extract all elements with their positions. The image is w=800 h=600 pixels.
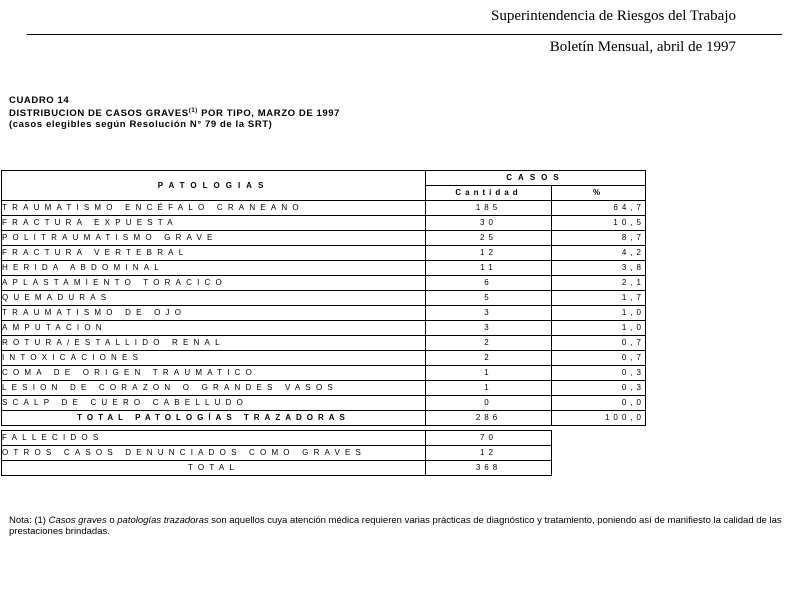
caption-line-2 [9, 106, 340, 119]
row-percent: 10,5 [552, 216, 646, 231]
row-percent: 0,7 [552, 336, 646, 351]
total-quantity: 368 [426, 461, 552, 476]
row-quantity: 12 [426, 246, 552, 261]
row-label: LESION DE CORAZON O GRANDES VASOS [2, 381, 426, 396]
row-quantity: 1 [426, 381, 552, 396]
row-label: QUEMADURAS [2, 291, 426, 306]
row-quantity: 1 [426, 366, 552, 381]
extra-quantity: 12 [426, 446, 552, 461]
footnote-marker: (1) [188, 108, 198, 114]
row-quantity: 2 [426, 351, 552, 366]
col-header-patologias: PATOLOGIAS [2, 171, 426, 201]
table-row [2, 366, 646, 381]
row-quantity: 0 [426, 396, 552, 411]
table-row [2, 201, 646, 216]
header-row-1 [2, 171, 646, 186]
table-row [2, 261, 646, 276]
subtotal-label: TOTAL PATOLOGÍAS TRAZADORAS [2, 411, 426, 426]
table-row [2, 351, 646, 366]
table-row [2, 231, 646, 246]
row-label: FRACTURA VERTEBRAL [2, 246, 426, 261]
row-label: FRACTURA EXPUESTA [2, 216, 426, 231]
row-percent: 1,7 [552, 291, 646, 306]
subtotal-percent: 100,0 [552, 411, 646, 426]
caption-line-2-main: DISTRIBUCION DE CASOS GRAVES [9, 108, 189, 119]
extra-row [2, 431, 646, 446]
row-percent: 4,2 [552, 246, 646, 261]
row-quantity: 11 [426, 261, 552, 276]
extra-label: FALLECIDOS [2, 431, 426, 446]
row-label: AMPUTACION [2, 321, 426, 336]
total-label: TOTAL [2, 461, 426, 476]
table-row [2, 381, 646, 396]
empty-cell [552, 461, 646, 476]
footnote-connector: o [106, 515, 118, 526]
row-percent: 0,3 [552, 381, 646, 396]
row-quantity: 6 [426, 276, 552, 291]
cases-table [1, 170, 646, 476]
row-percent: 0,0 [552, 396, 646, 411]
row-percent: 0,7 [552, 351, 646, 366]
row-label: COMA DE ORIGEN TRAUMATICO [2, 366, 426, 381]
total-row [2, 461, 646, 476]
caption-line-3: (casos elegibles según Resolución N° 79 de la SRT) [9, 119, 273, 130]
row-percent: 1,0 [552, 321, 646, 336]
row-percent: 2,1 [552, 276, 646, 291]
caption-line-1: CUADRO 14 [9, 95, 70, 106]
extra-quantity: 70 [426, 431, 552, 446]
table-row [2, 246, 646, 261]
table-caption [9, 95, 340, 130]
subtotal-quantity: 286 [426, 411, 552, 426]
header-subtitle: Boletín Mensual, abril de 1997 [549, 39, 736, 55]
row-quantity: 5 [426, 291, 552, 306]
row-label: INTOXICACIONES [2, 351, 426, 366]
row-label: POLITRAUMATISMO GRAVE [2, 231, 426, 246]
row-quantity: 185 [426, 201, 552, 216]
table-row [2, 306, 646, 321]
table-row [2, 276, 646, 291]
footnote-term-2: patologías trazadoras [117, 515, 209, 526]
extra-label: OTROS CASOS DENUNCIADOS COMO GRAVES [2, 446, 426, 461]
extra-row [2, 446, 646, 461]
table-row [2, 336, 646, 351]
row-quantity: 3 [426, 306, 552, 321]
row-percent: 0,3 [552, 366, 646, 381]
table-row [2, 216, 646, 231]
footnote [9, 515, 789, 537]
footnote-prefix: Nota: (1) [9, 515, 49, 526]
row-label: APLASTAMIENTO TORACICO [2, 276, 426, 291]
row-label: SCALP DE CUERO CABELLUDO [2, 396, 426, 411]
footnote-term-1: Casos graves [48, 515, 107, 526]
footnote-text: son aquellos cuya atención médica requieren varias prácticas de diagnóstico y tratamiento, poniendo así de manifiesto la calidad de las prestaciones brindadas. [9, 515, 782, 537]
row-percent: 8,7 [552, 231, 646, 246]
row-label: HERIDA ABDOMINAL [2, 261, 426, 276]
row-quantity: 30 [426, 216, 552, 231]
table-row [2, 396, 646, 411]
cases-table-body [2, 171, 646, 476]
empty-cell [552, 446, 646, 461]
row-quantity: 3 [426, 321, 552, 336]
header-title: Superintendencia de Riesgos del Trabajo [491, 8, 736, 24]
header-rule [27, 34, 782, 35]
table-row [2, 291, 646, 306]
row-label: TRAUMATISMO ENCÉFALO CRANEANO [2, 201, 426, 216]
row-percent: 3,8 [552, 261, 646, 276]
col-header-cantidad: Cantidad [426, 186, 552, 201]
caption-line-2-tail: POR TIPO, MARZO DE 1997 [197, 108, 341, 119]
table-row [2, 321, 646, 336]
row-quantity: 2 [426, 336, 552, 351]
col-header-casos: CASOS [426, 171, 646, 186]
row-percent: 64,7 [552, 201, 646, 216]
col-header-pct: % [552, 186, 646, 201]
row-percent: 1,0 [552, 306, 646, 321]
row-quantity: 25 [426, 231, 552, 246]
subtotal-row [2, 411, 646, 426]
row-label: TRAUMATISMO DE OJO [2, 306, 426, 321]
empty-cell [552, 431, 646, 446]
row-label: ROTURA/ESTALLIDO RENAL [2, 336, 426, 351]
